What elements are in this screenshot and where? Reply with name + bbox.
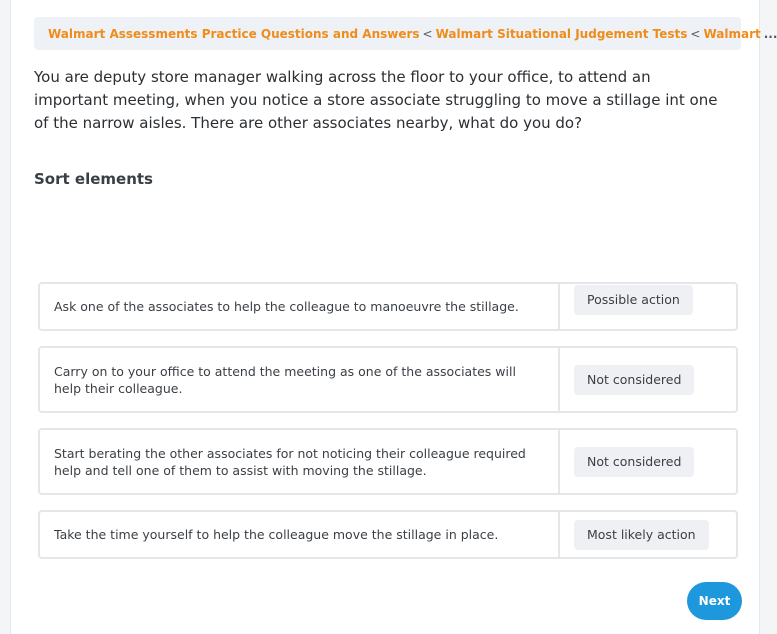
sort-row	[38, 346, 738, 413]
sort-row	[38, 428, 738, 495]
question-card	[10, 0, 777, 634]
answer-tag[interactable]: Not considered	[574, 447, 694, 477]
breadcrumb-link-situational-tests[interactable]: Walmart Situational Judgement Tests	[435, 26, 688, 41]
answer-tag[interactable]: Most likely action	[574, 520, 709, 550]
answer-drop-slot[interactable]	[560, 512, 736, 557]
sort-list	[38, 282, 738, 574]
sort-row	[38, 282, 738, 331]
breadcrumb-overflow: ...	[763, 26, 777, 41]
breadcrumb	[34, 17, 777, 50]
answer-tag[interactable]: Not considered	[574, 365, 694, 395]
answer-drop-slot[interactable]	[560, 348, 736, 411]
next-button[interactable]: Next	[687, 582, 742, 620]
sort-row	[38, 510, 738, 559]
breadcrumb-separator: <	[422, 26, 433, 41]
sort-heading: Sort elements	[34, 170, 153, 188]
breadcrumb-separator: <	[690, 26, 701, 41]
answer-drop-slot[interactable]	[560, 430, 736, 493]
answer-drop-slot[interactable]	[560, 284, 736, 329]
sort-row-text: Carry on to your office to attend the meeting as one of the associates will help their colleague.	[40, 348, 560, 411]
breadcrumb-link-current[interactable]: Walmart	[703, 26, 761, 41]
sort-row-text: Start berating the other associates for not noticing their colleague required help and tell one of them to assist with moving the stillage.	[40, 430, 560, 493]
sort-row-text: Take the time yourself to help the colleague move the stillage in place.	[40, 512, 560, 557]
breadcrumb-link-practice-questions[interactable]: Walmart Assessments Practice Questions and Answers	[48, 26, 420, 41]
sort-row-text: Ask one of the associates to help the colleague to manoeuvre the stillage.	[40, 284, 560, 329]
answer-tag[interactable]: Possible action	[574, 285, 693, 315]
question-text: You are deputy store manager walking across the floor to your office, to attend an important meeting, when you notice a store associate struggling to move a stillage int one of the narrow aisles. There are other associates nearby, what do you do?	[34, 68, 718, 132]
